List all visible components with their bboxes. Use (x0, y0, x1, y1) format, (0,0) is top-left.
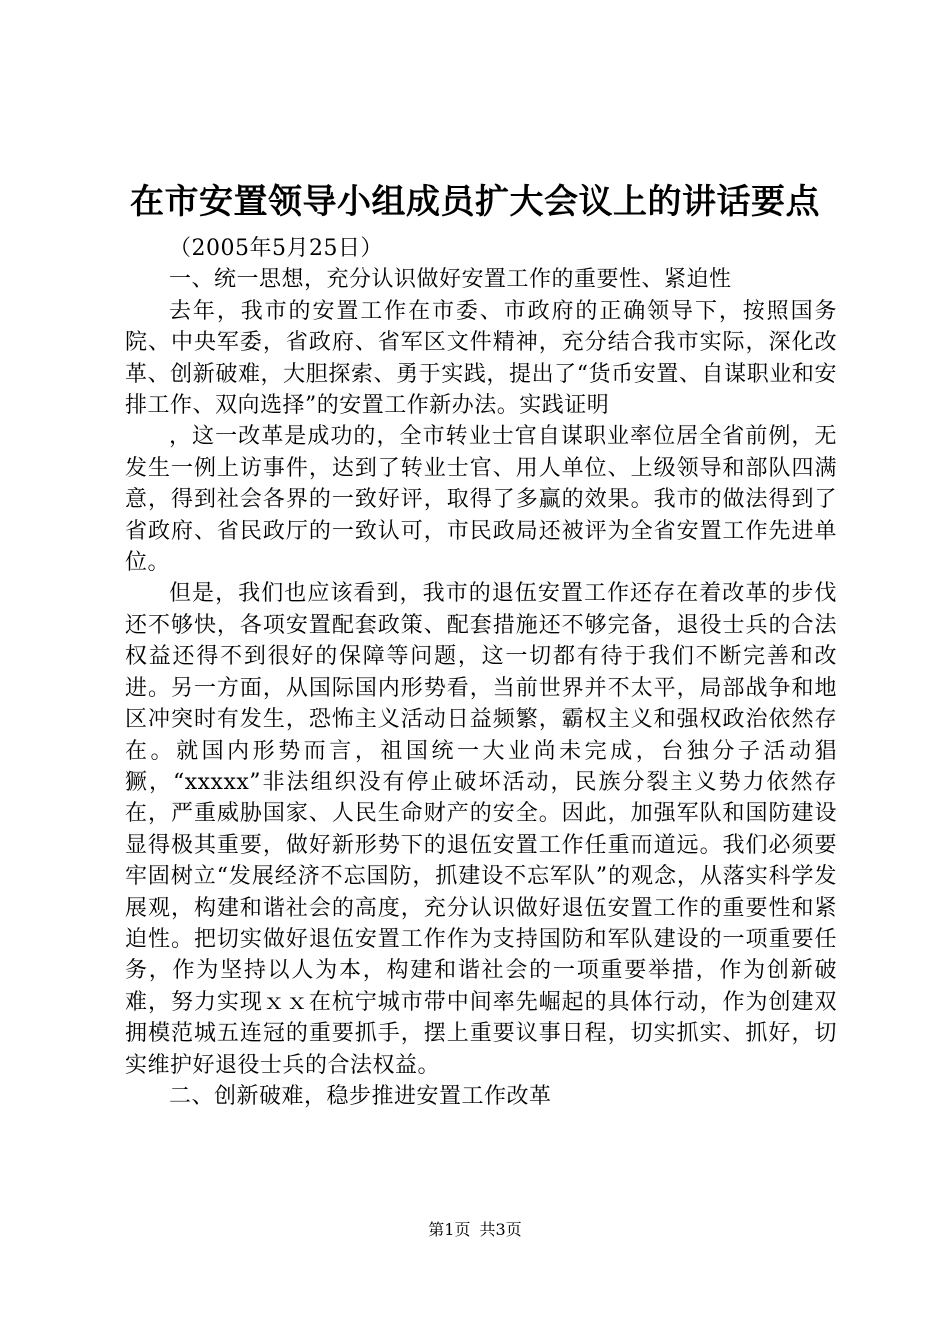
section-heading-2: 二、创新破难，稳步推进安置工作改革 (169, 1083, 552, 1109)
paragraph-2: ，这一改革是成功的，全市转业士官自谋职业率位居全省前例，无发生一例上访事件，达到了转业士官、用人单位、上级领导和部队四满意，得到社会各界的一致好评，取得了多赢的效果。我市的做法得到了省政府、省民政厅的一致认可，市民政局还被评为全省安置工作先进单位。 (125, 424, 837, 576)
page-total: 共3页 (479, 1220, 522, 1239)
paragraph-1: 去年，我市的安置工作在市委、市政府的正确领导下，按照国务院、中央军委，省政府、省军区文件精神，充分结合我市实际，深化改革、创新破难，大胆探索、勇于实践，提出了“货币安置、自谋职业和安排工作、双向选择”的安置工作新办法。实践证明 (125, 298, 837, 419)
document-title: 在市安置领导小组成员扩大会议上的讲话要点 (130, 182, 820, 222)
page-footer (0, 1217, 950, 1240)
paragraph-3: 但是，我们也应该看到，我市的退伍安置工作还存在着改革的步伐还不够快，各项安置配套政策、配套措施还不够完备，退役士兵的合法权益还得不到很好的保障等问题，这一切都有待于我们不断完善和改进。另一方面，从国际国内形势看，当前世界并不太平，局部战争和地区冲突时有发生，恐怖主义活动日益频繁，霸权主义和强权政治依然存在。就国内形势而言，祖国统一大业尚未完成，台独分子活动猖獗，“xxxxx”非法组织没有停止破坏活动，民族分裂主义势力依然存在，严重威胁国家、人民生命财产的安全。因此，加强军队和国防建设显得极其重要，做好新形势下的退伍安置工作任重而道远。我们必须要牢固树立“发展经济不忘国防，抓建设不忘军队”的观念，从落实科学发展观，构建和谐社会的高度，充分认识做好退伍安置工作的重要性和紧迫性。把切实做好退伍安置工作作为支持国防和军队建设的一项重要任务，作为坚持以人为本，构建和谐社会的一项重要举措，作为创新破难，努力实现ｘｘ在杭宁城市带中间率先崛起的具体行动，作为创建双拥模范城五连冠的重要抓手，摆上重要议事日程，切实抓实、抓好，切实维护好退役士兵的合法权益。 (125, 581, 837, 1078)
document-body (125, 233, 837, 1112)
page-number: 第1页 (428, 1220, 471, 1239)
section-heading-1: 一、统一思想，充分认识做好安置工作的重要性、紧迫性 (169, 267, 732, 293)
speech-date: （2005年5月25日） (169, 236, 383, 261)
